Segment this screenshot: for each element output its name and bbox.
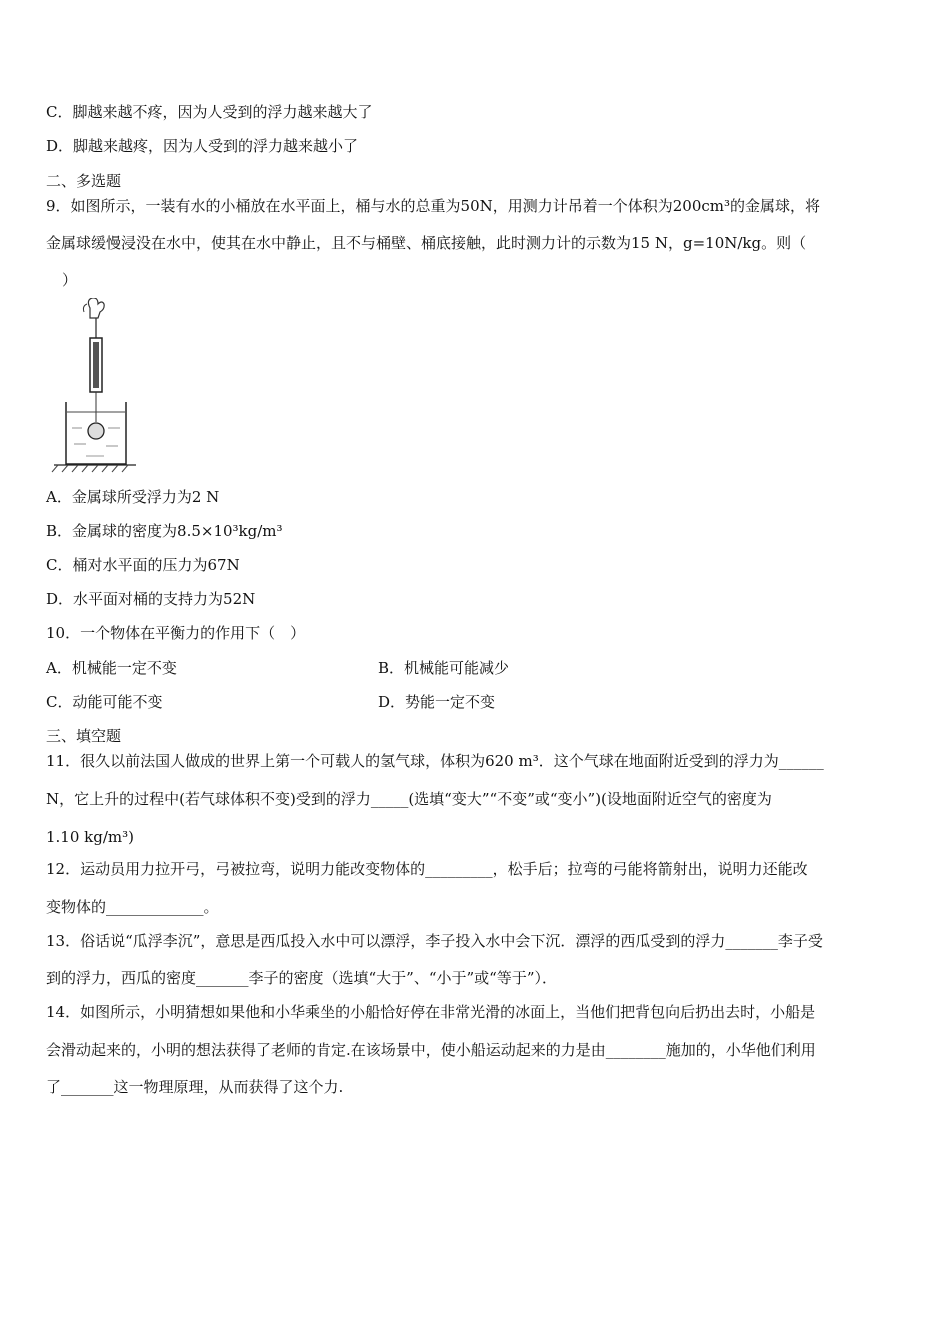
question-10-option-d: D．势能一定不变 bbox=[378, 693, 496, 711]
section-heading-multi-choice: 二、多选题 bbox=[46, 172, 122, 190]
question-9-option-d: D．水平面对桶的支持力为52N bbox=[46, 590, 256, 608]
question-11-line-1: 11．很久以前法国人做成的世界上第一个可载人的氢气球，体积为620 m³．这个气球在地面附近受到的浮力为______ bbox=[46, 752, 824, 770]
question-9-line-1: 9．如图所示，一装有水的小桶放在水平面上，桶与水的总重为50N，用测力计吊着一个体积为200cm³的金属球，将 bbox=[46, 197, 821, 215]
question-12-line-2: 变物体的_____________。 bbox=[46, 898, 219, 916]
question-13-line-2: 到的浮力，西瓜的密度_______李子的密度（选填“大于”、“小于”或“等于”）． bbox=[46, 969, 558, 987]
question-12-line-1: 12．运动员用力拉开弓，弓被拉弯，说明力能改变物体的_________，松手后；拉弯的弓能将箭射出，说明力还能改 bbox=[46, 860, 808, 878]
question-10-option-b: B．机械能可能减少 bbox=[378, 659, 510, 677]
question-9-option-b: B．金属球的密度为8.5×10³kg/m³ bbox=[46, 522, 283, 540]
question-14-line-2: 会滑动起来的，小明的想法获得了老师的肯定.在该场景中，使小船运动起来的力是由________施加的，小华他们利用 bbox=[46, 1041, 816, 1059]
question-11-line-3: 1.10 kg/m³) bbox=[46, 828, 135, 846]
option-d-prev: D．脚越来越疼，因为人受到的浮力越来越小了 bbox=[46, 137, 359, 155]
question-14-line-1: 14．如图所示，小明猜想如果他和小华乘坐的小船恰好停在非常光滑的冰面上，当他们把背包向后扔出去时，小船是 bbox=[46, 1003, 816, 1021]
option-c-prev: C．脚越来越不疼，因为人受到的浮力越来越大了 bbox=[46, 103, 373, 121]
question-10-option-a: A．机械能一定不变 bbox=[46, 659, 177, 677]
question-10: 10．一个物体在平衡力的作用下（ ） bbox=[46, 624, 306, 642]
question-9-line-3: ） bbox=[62, 271, 78, 289]
spring-scale-in-bucket-figure bbox=[46, 298, 136, 477]
question-13-line-1: 13．俗话说“瓜浮李沉”，意思是西瓜投入水中可以漂浮，李子投入水中会下沉．漂浮的西瓜受到的浮力_______李子受 bbox=[46, 932, 823, 950]
question-9-line-2: 金属球缓慢浸没在水中，使其在水中静止，且不与桶壁、桶底接触，此时测力计的示数为15 N，g=10N/kg。则（ bbox=[46, 234, 807, 252]
question-9-option-a: A．金属球所受浮力为2 N bbox=[46, 488, 220, 506]
question-9-option-c: C．桶对水平面的压力为67N bbox=[46, 556, 240, 574]
section-heading-fill-blank: 三、填空题 bbox=[46, 727, 122, 745]
question-10-option-c: C．动能可能不变 bbox=[46, 693, 163, 711]
question-14-line-3: 了_______这一物理原理，从而获得了这个力. bbox=[46, 1078, 344, 1096]
question-11-line-2: N，它上升的过程中(若气球体积不变)受到的浮力_____(选填“变大”“不变”或“变小”)(设地面附近空气的密度为 bbox=[46, 790, 772, 808]
